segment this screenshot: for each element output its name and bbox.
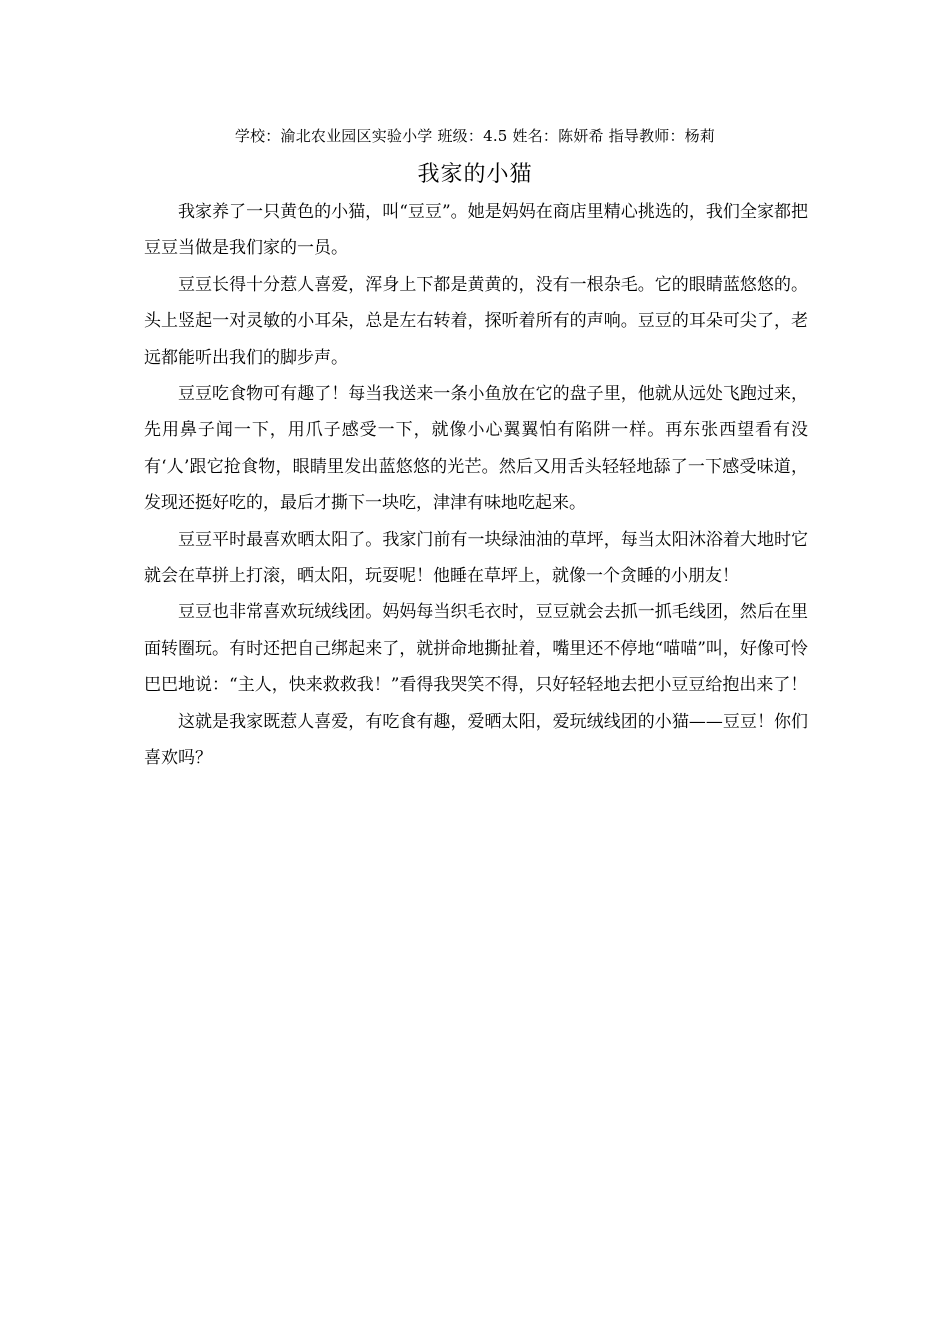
paragraph-3: 豆豆吃食物可有趣了！每当我送来一条小鱼放在它的盘子里，他就从远处飞跑过来，先用鼻子闻一下，用爪子感受一下，就像小心翼翼怕有陷阱一样。再东张西望看有没有‘人’跟它抢食物，眼睛里发出蓝悠悠的光芒。然后又用舌头轻轻地舔了一下感受味道，发现还挺好吃的，最后才撕下一块吃，津津有味地吃起来。	[144, 384, 808, 514]
essay-body	[144, 194, 808, 777]
paragraph-1: 我家养了一只黄色的小猫，叫“豆豆”。她是妈妈在商店里精心挑选的，我们全家都把豆豆当做是我们家的一员。	[144, 202, 808, 259]
author-byline: 学校：渝北农业园区实验小学 班级：4.5 姓名：陈妍希 指导教师：杨莉	[234, 127, 716, 145]
paragraph-4: 豆豆平时最喜欢晒太阳了。我家门前有一块绿油油的草坪，每当太阳沐浴着大地时它就会在草拼上打滚，晒太阳，玩耍呢！他睡在草坪上，就像一个贪睡的小朋友！	[144, 529, 808, 587]
paragraph-2: 豆豆长得十分惹人喜爱，浑身上下都是黄黄的，没有一根杂毛。它的眼睛蓝悠悠的。头上竖起一对灵敏的小耳朵，总是左右转着，探听着所有的声响。豆豆的耳朵可尖了，老远都能听出我们的脚步声。	[144, 274, 808, 368]
paragraph-6: 这就是我家既惹人喜爱，有吃食有趣，爱晒太阳，爱玩绒线团的小猫——豆豆！你们喜欢吗？	[144, 711, 808, 769]
paragraph-5: 豆豆也非常喜欢玩绒线团。妈妈每当织毛衣时，豆豆就会去抓一抓毛线团，然后在里面转圈玩。有时还把自己绑起来了，就拼命地撕扯着，嘴里还不停地“喵喵”叫，好像可怜巴巴地说：“主人，快来救救我！”看得我哭笑不得，只好轻轻地去把小豆豆给抱出来了！	[144, 602, 808, 696]
essay-title: 我家的小猫	[417, 162, 533, 187]
